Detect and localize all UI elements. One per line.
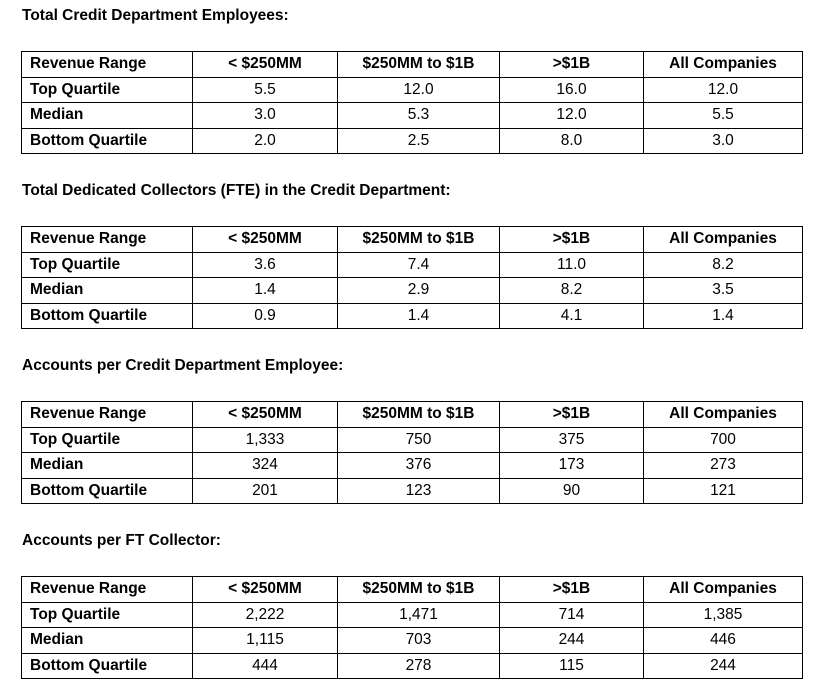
table-row-median: [22, 628, 803, 654]
row-label: Bottom Quartile: [22, 478, 193, 504]
header-cell-under-250mm: < $250MM: [193, 52, 338, 78]
cell-value: 446: [644, 628, 803, 654]
header-cell-over-1b: >$1B: [500, 227, 644, 253]
table-accounts-per-collector: [21, 576, 803, 679]
cell-value: 5.3: [338, 103, 500, 129]
cell-value: 1.4: [338, 303, 500, 329]
table-row-median: [22, 453, 803, 479]
row-label: Median: [22, 278, 193, 304]
cell-value: 3.0: [193, 103, 338, 129]
cell-value: 3.0: [644, 128, 803, 154]
row-label: Bottom Quartile: [22, 653, 193, 679]
cell-value: 1,385: [644, 602, 803, 628]
header-cell-250mm-to-1b: $250MM to $1B: [338, 52, 500, 78]
row-label: Median: [22, 628, 193, 654]
header-cell-under-250mm: < $250MM: [193, 227, 338, 253]
header-cell-over-1b: >$1B: [500, 402, 644, 428]
table-row-top-quartile: [22, 602, 803, 628]
table-row-top-quartile: [22, 252, 803, 278]
cell-value: 115: [500, 653, 644, 679]
cell-value: 2.5: [338, 128, 500, 154]
table-row-bottom-quartile: [22, 653, 803, 679]
cell-value: 5.5: [644, 103, 803, 129]
cell-value: 278: [338, 653, 500, 679]
header-cell-all-companies: All Companies: [644, 52, 803, 78]
cell-value: 90: [500, 478, 644, 504]
cell-value: 3.6: [193, 252, 338, 278]
cell-value: 1,471: [338, 602, 500, 628]
table-accounts-per-employee: [21, 401, 803, 504]
cell-value: 5.5: [193, 77, 338, 103]
cell-value: 12.0: [500, 103, 644, 129]
header-cell-over-1b: >$1B: [500, 52, 644, 78]
cell-value: 2,222: [193, 602, 338, 628]
cell-value: 376: [338, 453, 500, 479]
row-label: Top Quartile: [22, 252, 193, 278]
table-row-median: [22, 278, 803, 304]
table-row-median: [22, 103, 803, 129]
cell-value: 444: [193, 653, 338, 679]
cell-value: 8.0: [500, 128, 644, 154]
row-label: Bottom Quartile: [22, 303, 193, 329]
cell-value: 0.9: [193, 303, 338, 329]
table-row-bottom-quartile: [22, 128, 803, 154]
cell-value: 7.4: [338, 252, 500, 278]
cell-value: 11.0: [500, 252, 644, 278]
section-title-credit-employees: Total Credit Department Employees:: [22, 7, 289, 24]
table-row-top-quartile: [22, 77, 803, 103]
cell-value: 12.0: [644, 77, 803, 103]
cell-value: 121: [644, 478, 803, 504]
row-label: Bottom Quartile: [22, 128, 193, 154]
table-dedicated-collectors: [21, 226, 803, 329]
header-cell-under-250mm: < $250MM: [193, 577, 338, 603]
cell-value: 123: [338, 478, 500, 504]
header-cell-all-companies: All Companies: [644, 402, 803, 428]
table-row-top-quartile: [22, 427, 803, 453]
table-header-row: [22, 52, 803, 78]
header-cell-all-companies: All Companies: [644, 577, 803, 603]
cell-value: 324: [193, 453, 338, 479]
cell-value: 2.9: [338, 278, 500, 304]
header-cell-all-companies: All Companies: [644, 227, 803, 253]
cell-value: 1,333: [193, 427, 338, 453]
section-title-accounts-per-collector: Accounts per FT Collector:: [22, 532, 221, 549]
cell-value: 375: [500, 427, 644, 453]
header-cell-revenue-range: Revenue Range: [22, 577, 193, 603]
header-cell-revenue-range: Revenue Range: [22, 402, 193, 428]
table-credit-employees: [21, 51, 803, 154]
row-label: Median: [22, 453, 193, 479]
header-cell-250mm-to-1b: $250MM to $1B: [338, 227, 500, 253]
row-label: Top Quartile: [22, 427, 193, 453]
cell-value: 201: [193, 478, 338, 504]
cell-value: 1.4: [193, 278, 338, 304]
cell-value: 8.2: [500, 278, 644, 304]
table-row-bottom-quartile: [22, 303, 803, 329]
row-label: Top Quartile: [22, 77, 193, 103]
cell-value: 244: [644, 653, 803, 679]
header-cell-250mm-to-1b: $250MM to $1B: [338, 402, 500, 428]
cell-value: 4.1: [500, 303, 644, 329]
section-title-dedicated-collectors: Total Dedicated Collectors (FTE) in the Credit Department:: [22, 182, 451, 199]
header-cell-revenue-range: Revenue Range: [22, 52, 193, 78]
header-cell-revenue-range: Revenue Range: [22, 227, 193, 253]
cell-value: 273: [644, 453, 803, 479]
cell-value: 244: [500, 628, 644, 654]
cell-value: 2.0: [193, 128, 338, 154]
table-header-row: [22, 577, 803, 603]
cell-value: 12.0: [338, 77, 500, 103]
table-header-row: [22, 402, 803, 428]
cell-value: 16.0: [500, 77, 644, 103]
cell-value: 3.5: [644, 278, 803, 304]
row-label: Median: [22, 103, 193, 129]
row-label: Top Quartile: [22, 602, 193, 628]
table-row-bottom-quartile: [22, 478, 803, 504]
cell-value: 1,115: [193, 628, 338, 654]
cell-value: 700: [644, 427, 803, 453]
cell-value: 8.2: [644, 252, 803, 278]
cell-value: 1.4: [644, 303, 803, 329]
cell-value: 714: [500, 602, 644, 628]
cell-value: 750: [338, 427, 500, 453]
table-header-row: [22, 227, 803, 253]
cell-value: 703: [338, 628, 500, 654]
header-cell-over-1b: >$1B: [500, 577, 644, 603]
header-cell-250mm-to-1b: $250MM to $1B: [338, 577, 500, 603]
section-title-accounts-per-employee: Accounts per Credit Department Employee:: [22, 357, 344, 374]
cell-value: 173: [500, 453, 644, 479]
header-cell-under-250mm: < $250MM: [193, 402, 338, 428]
